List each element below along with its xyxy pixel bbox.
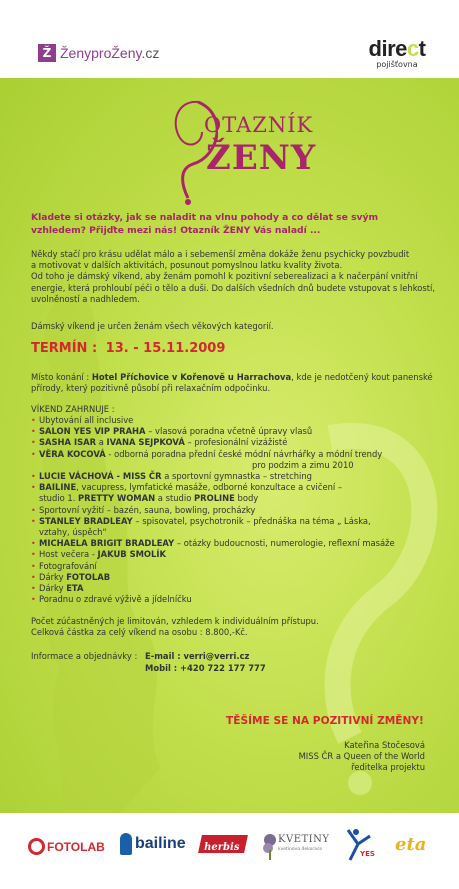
- signature: [285, 740, 425, 774]
- logo-text-b: pro: [91, 45, 112, 61]
- list-item: [31, 471, 395, 482]
- direct-logo-c: c: [406, 36, 419, 61]
- bullet-icon: •: [31, 416, 36, 425]
- item-highlight: SASHA ISAR: [39, 437, 97, 448]
- list-item: [31, 426, 395, 437]
- list-item: [31, 594, 395, 605]
- item-highlight: VĚRA KOCOVÁ: [39, 448, 106, 459]
- item-highlight: BAILINE: [39, 482, 77, 493]
- capacity-line2: Celková částka za celý víkend na osobu : 8.800,-Kč.: [31, 627, 248, 637]
- capacity-line1: Počet zúčastněných je limitován, vzhledem k individuálním přístupu.: [31, 616, 319, 626]
- list-item: [31, 516, 395, 527]
- item-text: , vacupress, lymfatické masáže, odborné konzultace a cvičení –: [76, 482, 343, 493]
- item-highlight: IVANA SEJPKOVÁ: [106, 437, 185, 448]
- bullet-icon: •: [31, 595, 36, 605]
- paragraph-audience: Dámský víkend je určen ženám všech věkových kategorií.: [31, 321, 274, 331]
- list-item: [31, 482, 395, 493]
- list-item: [31, 583, 395, 594]
- zenyprozeny-logo[interactable]: [38, 43, 159, 63]
- item-highlight: PRETTY WOMAN: [78, 493, 156, 504]
- email-link[interactable]: verri@verri.cz: [183, 651, 250, 661]
- p1-line: Někdy stačí pro krásu udělat málo a i sebemenší změna dokáže ženu psychicky povzbudit: [31, 249, 410, 259]
- item-highlight: LUCIE VÁCHOVÁ - MISS ČR: [39, 471, 162, 482]
- termin-value: 13. - 15.11.2009: [105, 341, 226, 356]
- termin-label: TERMÍN :: [31, 341, 98, 356]
- sponsor-bar: [0, 822, 459, 886]
- item-highlight: FOTOLAB: [66, 571, 111, 582]
- item-text: studio 1.: [39, 493, 79, 504]
- bailine-logo[interactable]: [120, 833, 186, 855]
- item-highlight: PROLINE: [193, 493, 235, 504]
- signature-role: ředitelka projektu: [351, 762, 425, 773]
- bailine-icon: [120, 833, 132, 855]
- item-highlight: SALON YES VIP PRAHA: [39, 426, 146, 437]
- bullet-icon: •: [31, 516, 36, 526]
- bullet-icon: •: [31, 438, 36, 448]
- item-text: Sportovní vyžití – bazén, sauna, bowling, procházky: [39, 504, 256, 515]
- bullet-icon: •: [31, 539, 36, 549]
- bullet-icon: •: [31, 584, 36, 594]
- signature-title: MISS ČR a Queen of the World: [298, 751, 425, 762]
- paragraph-intro: [31, 249, 435, 305]
- item-highlight: MICHAELA BRIGIT BRADLEAY: [39, 538, 175, 549]
- venue-hotel: Hotel Příchovice v Kořenově u Harrachova: [91, 372, 292, 382]
- list-item: [31, 538, 395, 549]
- intro-line1: Kladete si otázky, jak se naladit na vlnu pohody a co dělat se svým: [31, 212, 379, 223]
- direct-logo[interactable]: [352, 38, 442, 70]
- venue: [31, 372, 433, 383]
- title-line2: ŽENY: [206, 138, 317, 178]
- direct-logo-t: t: [418, 36, 426, 61]
- list-item: [31, 449, 395, 460]
- list-item: [31, 437, 395, 448]
- logo-text-a: Ženy: [60, 45, 92, 61]
- item-highlight: ETA: [66, 583, 84, 594]
- logo-text-d: .cz: [141, 45, 160, 61]
- item-text: – spisovatel, psychotronik – přednáška na téma „ Láska,: [132, 515, 371, 526]
- email-label: E-mail :: [145, 651, 184, 661]
- item-text: Fotografování: [39, 560, 97, 571]
- yes-figure-icon: [342, 826, 376, 864]
- item-text: – profesionální vizážisté: [184, 437, 288, 448]
- herbis-logo[interactable]: [198, 835, 248, 853]
- list-item: [31, 493, 395, 504]
- info-label: Informace a objednávky :: [31, 651, 138, 661]
- venue-rest: , kde je nedotčený kout panenské: [291, 372, 433, 382]
- signature-name: Kateřina Stočesová: [344, 740, 425, 750]
- item-text: a sportovní gymnastka – stretching: [161, 471, 312, 482]
- list-item: [31, 505, 395, 516]
- venue-line2: přírody, který pozitivně působí při relaxačním odpočinku.: [31, 383, 271, 393]
- item-text: a studio: [155, 493, 194, 504]
- kvetiny-logo[interactable]: [260, 828, 330, 864]
- item-text: Ubytování all inclusive: [39, 415, 134, 425]
- item-text: pro podzim a zimu 2010: [252, 459, 354, 470]
- list-item: [31, 460, 395, 471]
- p1-line: a motivovat v dalších aktivitách, posunout pomyslnou latku kvality života.: [31, 260, 343, 271]
- item-text: a: [96, 437, 107, 448]
- bullet-icon: •: [31, 472, 36, 482]
- list-item: [31, 549, 395, 560]
- zenyprozeny-logo-icon: Ž: [38, 44, 56, 62]
- bullet-icon: •: [31, 550, 36, 560]
- kvetiny-sub: kvetinova dekorace: [278, 847, 323, 852]
- includes-list: [31, 415, 395, 605]
- item-text: Host večera -: [39, 549, 98, 560]
- slogan: TĚŠÍME SE NA POZITIVNÍ ZMĚNY!: [226, 715, 424, 727]
- fotolab-text: FOTOLAB: [47, 839, 105, 854]
- eta-logo[interactable]: eta: [395, 834, 427, 855]
- list-item: [31, 561, 395, 572]
- bullet-icon: •: [31, 505, 36, 515]
- bullet-icon: •: [31, 572, 36, 582]
- yes-text: YES: [360, 850, 375, 858]
- list-item: [31, 572, 395, 583]
- title-line1: OTAZNÍK: [204, 113, 314, 137]
- herbis-text: herbis: [204, 842, 240, 853]
- p1-line: uvolněností a nadhledem.: [31, 293, 140, 304]
- direct-logo-a: dire: [368, 36, 407, 61]
- direct-logo-sub: pojišťovna: [376, 60, 418, 69]
- includes-label: VÍKEND ZAHRNUJE :: [31, 404, 115, 414]
- mobil-row: [145, 663, 266, 674]
- fotolab-logo[interactable]: [28, 838, 105, 855]
- bullet-icon: •: [31, 449, 36, 459]
- kvetiny-flower-icon: [260, 832, 280, 860]
- p1-line: energie, která prohloubí péči o tělo a duši. Do dalších všedních dnů budete vstupovat s lehkostí,: [31, 282, 436, 293]
- logo-text-c: Ženy: [111, 45, 142, 61]
- bullet-icon: •: [31, 483, 36, 493]
- item-text: body: [234, 493, 259, 504]
- yes-logo[interactable]: [342, 826, 376, 864]
- bullet-icon: •: [31, 427, 36, 437]
- bullet-icon: •: [31, 561, 36, 571]
- intro-line2: vzhledem? Přijďte mezi nás! Otazník ŽENY Vás naladí ...: [31, 225, 321, 236]
- item-highlight: JAKUB SMOLÍK: [97, 549, 166, 560]
- item-text: – vlasová poradna včetně úpravy vlasů: [145, 426, 313, 437]
- bailine-text: bailine: [135, 835, 186, 852]
- item-text: - odborná poradna přední české módní návrhářky a módní trendy: [105, 448, 383, 459]
- list-item: [31, 527, 395, 538]
- item-text: – otázky budoucnosti, numerologie, reflexní masáže: [174, 538, 395, 549]
- item-text: Dárky: [39, 571, 67, 582]
- fotolab-icon: [28, 838, 45, 855]
- kvetiny-text: KVETINY: [278, 834, 330, 845]
- item-text: vztahy, úspěch“: [39, 527, 107, 538]
- item-highlight: STANLEY BRADLEAY: [39, 515, 133, 526]
- item-text: Dárky: [39, 583, 67, 594]
- item-text: Poradnu o zdravé výživě a jídelníčku: [39, 594, 192, 605]
- green-panel: [0, 78, 459, 813]
- mobil-label: Mobil :: [145, 663, 181, 673]
- termin: [31, 341, 225, 356]
- p1-line: Od toho je dámský víkend, aby ženám pomohl k pozitivní seberealizaci a k načerpání vnitřní: [31, 271, 418, 282]
- email-row: [145, 651, 249, 662]
- venue-prefix: Místo konání :: [31, 372, 92, 382]
- mobil-number: +420 722 177 777: [180, 663, 266, 673]
- list-item: [31, 415, 395, 426]
